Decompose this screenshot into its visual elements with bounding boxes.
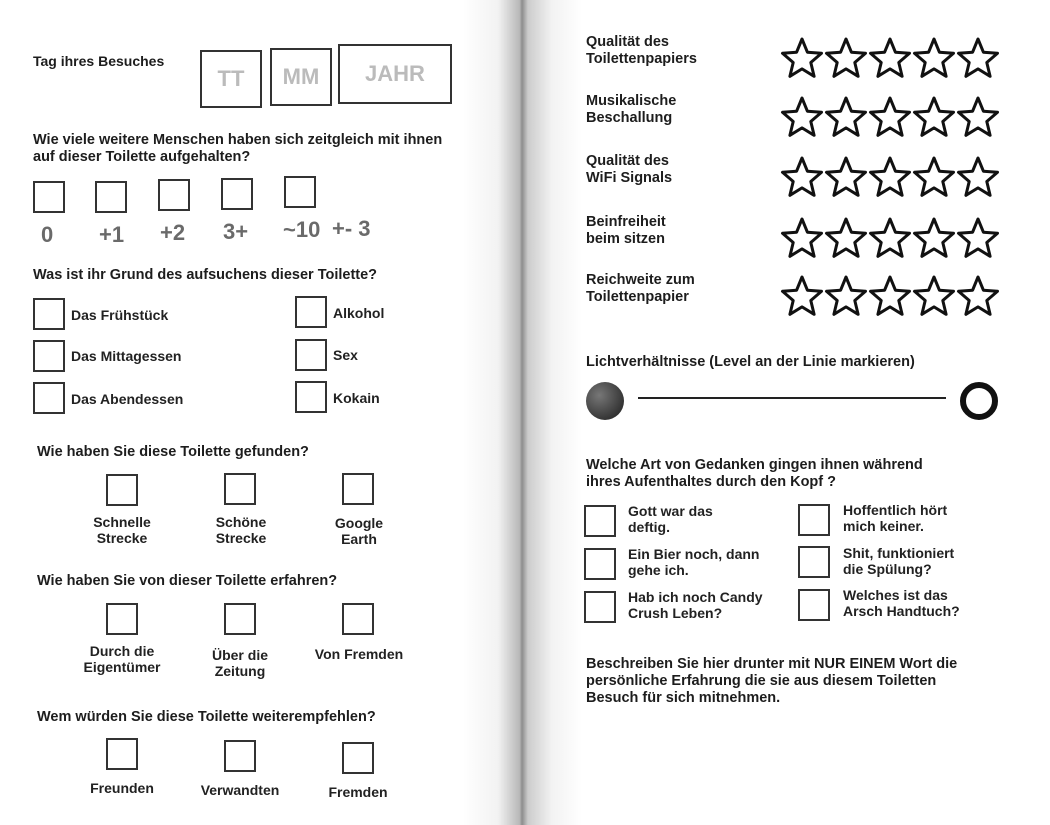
question-describe: Beschreiben Sie hier drunter mit NUR EINEM Wort die persönliche Erfahrung die sie aus diesem Toiletten Besuch für sich mitnehmen. (586, 656, 958, 706)
star-icon[interactable] (780, 36, 824, 80)
visit-month-field[interactable]: MM (270, 48, 332, 106)
checkbox-thought-3[interactable] (584, 591, 616, 623)
checkbox-google-earth[interactable] (342, 473, 374, 505)
checkbox-friends[interactable] (106, 738, 138, 770)
label-thought-5: Shit, funktioniert die Spülung? (843, 545, 955, 577)
checkbox-alcohol[interactable] (295, 296, 327, 328)
checkbox-relatives[interactable] (224, 740, 256, 772)
label-newspaper: Über die Zeitung (211, 647, 268, 679)
star-icon[interactable] (956, 95, 1000, 139)
star-icon[interactable] (824, 36, 868, 80)
people-option-3: 3+ (223, 219, 249, 244)
label-thought-1: Gott war das deftig. (628, 503, 713, 535)
checkbox-strangers-recommend[interactable] (342, 742, 374, 774)
checkbox-breakfast[interactable] (33, 298, 65, 330)
star-icon[interactable] (868, 216, 912, 260)
rating-stars-4 (780, 216, 1000, 260)
checkbox-lunch[interactable] (33, 340, 65, 372)
checkbox-people-10[interactable] (284, 176, 316, 208)
checkbox-newspaper[interactable] (224, 603, 256, 635)
star-icon[interactable] (912, 95, 956, 139)
checkbox-people-1[interactable] (95, 181, 127, 213)
star-icon[interactable] (824, 274, 868, 318)
label-sex: Sex (333, 347, 358, 363)
label-beautiful-route: Schöne Strecke (215, 514, 267, 546)
label-alcohol: Alkohol (333, 305, 385, 321)
question-people: Wie viele weitere Menschen haben sich zeitgleich mit ihnen auf dieser Toilette aufgehalten? (33, 132, 443, 165)
label-thought-2: Ein Bier noch, dann gehe ich. (628, 546, 760, 578)
question-thoughts: Welche Art von Gedanken gingen ihnen während ihres Aufenthaltes durch den Kopf ? (586, 457, 923, 490)
star-icon[interactable] (912, 216, 956, 260)
left-page (0, 0, 520, 825)
star-icon[interactable] (956, 274, 1000, 318)
label-dinner: Das Abendessen (71, 391, 184, 407)
rating-label-1: Qualität des Toilettenpapiers (586, 34, 697, 67)
label-strangers-recommend: Fremden (328, 784, 388, 800)
label-thought-3: Hab ich noch Candy Crush Leben? (628, 589, 763, 621)
star-icon[interactable] (868, 155, 912, 199)
light-dark-knob[interactable] (586, 382, 624, 420)
people-option-tolerance: +- 3 (332, 216, 371, 241)
star-icon[interactable] (780, 216, 824, 260)
star-icon[interactable] (956, 216, 1000, 260)
visit-day-field[interactable]: TT (200, 50, 262, 108)
label-cocaine: Kokain (333, 390, 380, 406)
star-icon[interactable] (868, 95, 912, 139)
checkbox-beautiful-route[interactable] (224, 473, 256, 505)
label-thought-6: Welches ist das Arsch Handtuch? (843, 587, 960, 619)
star-icon[interactable] (824, 216, 868, 260)
people-option-0: 0 (41, 222, 54, 247)
star-icon[interactable] (780, 155, 824, 199)
light-slider-track[interactable] (638, 397, 946, 399)
rating-label-5: Reichweite zum Toilettenpapier (586, 272, 695, 305)
label-breakfast: Das Frühstück (71, 307, 169, 323)
light-bright-knob[interactable] (960, 382, 998, 420)
checkbox-owners[interactable] (106, 603, 138, 635)
star-icon[interactable] (868, 274, 912, 318)
light-label: Lichtverhältnisse (Level an der Linie markieren) (586, 354, 915, 370)
star-icon[interactable] (868, 36, 912, 80)
star-icon[interactable] (912, 274, 956, 318)
visit-year-field[interactable]: JAHR (338, 44, 452, 104)
rating-stars-3 (780, 155, 1000, 199)
checkbox-thought-2[interactable] (584, 548, 616, 580)
rating-stars-5 (780, 274, 1000, 318)
label-fast-route: Schnelle Strecke (93, 514, 151, 546)
people-option-10: ~10 (283, 217, 321, 242)
people-option-1: +1 (99, 222, 125, 247)
rating-stars-2 (780, 95, 1000, 139)
rating-label-3: Qualität des WiFi Signals (586, 153, 673, 186)
rating-stars-1 (780, 36, 1000, 80)
checkbox-thought-5[interactable] (798, 546, 830, 578)
star-icon[interactable] (912, 36, 956, 80)
label-google-earth: Google Earth (334, 515, 384, 547)
checkbox-strangers[interactable] (342, 603, 374, 635)
checkbox-thought-1[interactable] (584, 505, 616, 537)
star-icon[interactable] (912, 155, 956, 199)
checkbox-people-0[interactable] (33, 181, 65, 213)
visit-date-label: Tag ihres Besuches (33, 53, 165, 69)
label-owners: Durch die Eigentümer (83, 643, 161, 675)
label-relatives: Verwandten (200, 782, 280, 798)
label-friends: Freunden (90, 780, 154, 796)
star-icon[interactable] (956, 155, 1000, 199)
question-reason: Was ist ihr Grund des aufsuchens dieser Toilette? (33, 267, 378, 283)
checkbox-cocaine[interactable] (295, 381, 327, 413)
checkbox-people-3[interactable] (221, 178, 253, 210)
label-strangers: Von Fremden (314, 646, 404, 662)
people-option-2: +2 (160, 220, 186, 245)
rating-label-2: Musikalische Beschallung (586, 93, 677, 126)
checkbox-sex[interactable] (295, 339, 327, 371)
right-page (520, 0, 1050, 825)
checkbox-dinner[interactable] (33, 382, 65, 414)
label-lunch: Das Mittagessen (71, 348, 182, 364)
checkbox-fast-route[interactable] (106, 474, 138, 506)
star-icon[interactable] (956, 36, 1000, 80)
question-found: Wie haben Sie diese Toilette gefunden? (37, 444, 309, 460)
question-learned: Wie haben Sie von dieser Toilette erfahren? (37, 573, 338, 589)
label-thought-4: Hoffentlich hört mich keiner. (843, 502, 948, 534)
star-icon[interactable] (780, 95, 824, 139)
checkbox-people-2[interactable] (158, 179, 190, 211)
rating-label-4: Beinfreiheit beim sitzen (586, 214, 666, 247)
checkbox-thought-6[interactable] (798, 589, 830, 621)
star-icon[interactable] (824, 155, 868, 199)
star-icon[interactable] (824, 95, 868, 139)
checkbox-thought-4[interactable] (798, 504, 830, 536)
question-recommend: Wem würden Sie diese Toilette weiterempfehlen? (37, 709, 376, 725)
star-icon[interactable] (780, 274, 824, 318)
